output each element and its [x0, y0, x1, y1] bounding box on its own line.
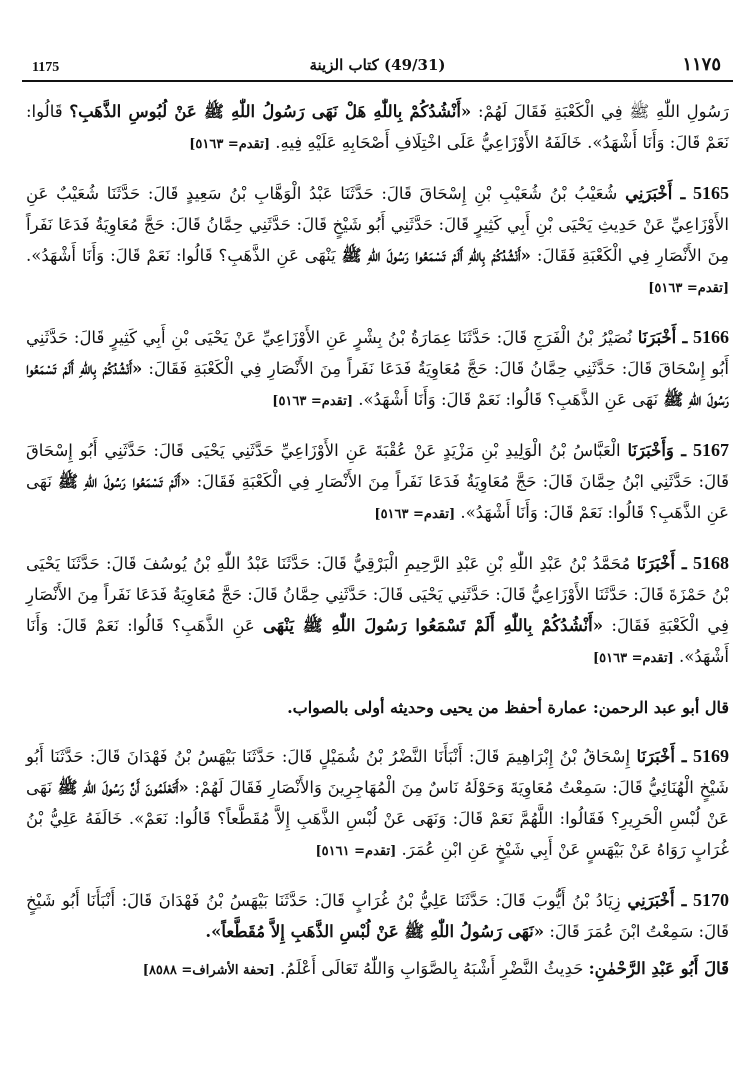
cross-reference: [تحفة الأشراف= ٨٥٨٨] [142, 963, 275, 978]
commentary-note [26, 692, 729, 723]
hadith-quote: «أَنْشُدُكُمْ بِاللّٰهِ أَلَمْ تَسْمَعُوا رَسُولَ اللّٰهِ ﷺ يَنْهَى [263, 616, 604, 635]
hadith-number: 5165 [693, 183, 729, 203]
para-text: رَسُولِ اللّٰهِ ﷺ فِي الْكَعْبَةِ فَقَالَ لَهُمْ: [471, 102, 729, 121]
cross-reference: [تقدم= ٥١٦٣] [189, 137, 270, 152]
hadith-number: 5166 [693, 327, 729, 347]
running-title: (49/31) كتاب الزينة [309, 56, 446, 74]
hadith-5166 [26, 322, 729, 417]
cross-reference: [تقدم= ٥١٦٣] [272, 394, 354, 409]
hadith-quote: «أَنْشُدُكُمْ بِاللّٰهِ هَلْ نَهَى رَسُولُ اللّٰهِ ﷺ عَنْ لُبُوسِ الذَّهَبِ؟ [69, 102, 472, 121]
hadith-quote: «أَتَعْلَمُونَ أَنَّ رَسُولَ اللّٰهِ ﷺ [57, 778, 189, 797]
para-tail: قَالُوا: نَعَمْ قَالَ: وَأَنَا أَشْهَدُ». خَالَفَهُ الأَوْزَاعِيُّ عَلَى اخْتِلَافِ أَصْحَابِهِ عَلَيْهِ فِيهِ. [26, 102, 729, 152]
hadith-quote: «نَهَى رَسُولُ اللّٰهِ ﷺ عَنْ لُبْسِ الذَّهَبِ إِلاَّ مُقَطَّعاً». [205, 922, 545, 941]
commentary-lead: قال أبو عبد الرحمن: [592, 698, 729, 717]
para-tail: عَنِ الذَّهَبِ؟ قَالُوا: نَعَمْ قَالَ: وَأَنَا أَشْهَدُ». [26, 616, 729, 666]
hadith-quote: «أَنْشُدُكُمْ بِاللّٰهِ أَلَمْ تَسْمَعُوا رَسُولَ اللّٰهِ ﷺ [26, 359, 729, 409]
cross-reference: [تقدم= ٥١٦١] [315, 844, 397, 859]
hadith-5170 [26, 885, 729, 947]
hadith-5165 [26, 178, 729, 304]
para-tail: نَهَى عَنْ لُبْسِ الْحَرِيرِ؟ فَقَالُوا: اللَّهُمَّ نَعَمْ قَالَ: وَنَهَى عَنْ لُبْسِ الذَّهَبِ إِلاَّ مُقَطَّعاً؟ قَالُوا: نَعَمْ». خَالَفَهُ عَلِيُّ بْنُ غُرَابٍ رَوَاهُ عَنْ بَيْهَسٍ عَنْ أَبِي شَيْخٍ عَنِ ابْنِ عُمَرَ. [26, 778, 729, 859]
hadith-5168 [26, 548, 729, 674]
commentary-text: عمارة أحفظ من يحيى وحديثه أولى بالصواب. [287, 698, 593, 717]
hadith-number: 5167 [692, 440, 729, 460]
hadith-quote: «أَنْشُدُكُمْ بِاللّٰهِ أَلَمْ تَسْمَعُوا رَسُولَ اللّٰهِ ﷺ [341, 246, 531, 265]
narration-lead: ـ أَخْبَرَنَا [636, 747, 687, 766]
narration-lead: ـ أَخْبَرَنِي [625, 184, 686, 203]
closing-note [26, 953, 729, 986]
para-tail: يَنْهَى عَنِ الذَّهَبِ؟ قَالُوا: نَعَمْ قَالَ: وَأَنَا أَشْهَدُ». [26, 246, 342, 265]
paragraph-continuation [26, 96, 729, 160]
narration-lead: ـ أَخْبَرَنِي [627, 891, 687, 910]
commentary-lead: قَالَ أَبُو عَبْدِ الرَّحْمٰنِ: [588, 959, 729, 978]
para-text: مُحَمَّدُ بْنُ عَبْدِ اللّٰهِ بْنِ عَبْدِ الرَّحِيمِ الْبَرْقِيُّ قَالَ: حَدَّثَنَا عَبْدُ اللّٰهِ بْنُ يُوسُفَ قَالَ: حَدَّثَنَا يَحْيَى بْنُ حَمْزَةَ قَالَ: حَدَّثَنَا الأَوْزَاعِيُّ قَالَ: حَدَّثَنِي يَحْيَى قَالَ: حَدَّثَنِي حِمَّانُ قَالَ: حَجَّ مُعَاوِيَةُ فَدَعَا نَفَراً مِنَ الأَنْصَارِ فِي الْكَعْبَةِ فَقَالَ: [26, 554, 729, 635]
para-text: شُعَيْبُ بْنُ شُعَيْبِ بْنِ إِسْحَاقَ قَالَ: حَدَّثَنَا عَبْدُ الْوَهَّابِ بْنُ سَعِيدٍ قَالَ: حَدَّثَنَا شُعَيْبٌ عَنِ الأَوْزَاعِيِّ عَنْ حَدِيثِ يَحْيَى بْنِ أَبِي كَثِيرٍ قَالَ: حَدَّثَنِي أَبُو شَيْخٍ قَالَ: حَدَّثَنِي حِمَّانُ قَالَ: حَجَّ مُعَاوِيَةُ فَدَعَا نَفَراً مِنَ الأَنْصَارِ فِي الْكَعْبَةِ فَقَالَ: [26, 184, 729, 265]
page-number-latin: 1175 [32, 60, 60, 75]
narration-lead: ـ وَأَخْبَرَنَا [627, 441, 687, 460]
page-header [22, 44, 733, 82]
para-tail: نَهَى عَنِ الذَّهَبِ؟ قَالُوا: نَعَمْ قَالَ: وَأَنَا أَشْهَدُ». [26, 472, 729, 522]
para-text: إِسْحَاقُ بْنُ إِبْرَاهِيمَ قَالَ: أَنْبَأَنَا النَّضْرُ بْنُ شُمَيْلٍ قَالَ: حَدَّثَنَا بَيْهَسُ بْنُ فَهْدَانَ قَالَ: حَدَّثَنَا أَبُو شَيْخٍ الْهُنَائِيُّ قَالَ: سَمِعْتُ مُعَاوِيَةَ وَحَوْلَهُ نَاسٌ مِنَ الْمُهَاجِرِينَ وَالأَنْصَارِ فَقَالَ لَهُمْ: [26, 747, 729, 797]
cross-reference: [تقدم= ٥١٦٣] [374, 507, 456, 522]
hadith-number: 5169 [693, 746, 729, 766]
page-number-arabic: ١١٧٥ [682, 54, 721, 75]
hadith-5169 [26, 741, 729, 867]
para-tail: نَهَى عَنِ الذَّهَبِ؟ قَالُوا: نَعَمْ قَالَ: وَأَنَا أَشْهَدُ». [353, 390, 664, 409]
hadith-quote: «أَلَمْ تَسْمَعُوا رَسُولَ اللّٰهِ ﷺ [58, 472, 191, 491]
commentary-text: حَدِيثُ النَّضْرِ أَشْبَهُ بِالصَّوَابِ وَاللّٰهُ تَعَالَى أَعْلَمُ. [274, 959, 589, 978]
para-text: زِيَادُ بْنُ أَيُّوبَ قَالَ: حَدَّثَنَا عَلِيُّ بْنُ غُرَابٍ قَالَ: حَدَّثَنَا بَيْهَسُ بْنُ فَهْدَانَ قَالَ: أَنْبَأَنَا أَبُو شَيْخٍ قَالَ: سَمِعْتُ ابْنَ عُمَرَ قَالَ: [26, 891, 729, 941]
cross-reference: [تقدم= ٥١٦٣] [593, 651, 674, 666]
cross-reference: [تقدم= ٥١٦٣] [648, 281, 729, 296]
narration-lead: ـ أَخْبَرَنَا [637, 328, 688, 347]
hadith-number: 5170 [693, 890, 730, 910]
page-body [26, 96, 729, 1004]
para-text: الْعَبَّاسُ بْنُ الْوَلِيدِ بْنِ مَزْيَدٍ عَنْ عُقْبَةَ عَنِ الأَوْزَاعِيِّ حَدَّثَنِي يَحْيَى قَالَ: حَدَّثَنِي أَبُو إِسْحَاقَ قَالَ: حَدَّثَنِي ابْنُ حِمَّانَ قَالَ: حَجَّ مُعَاوِيَةُ فَدَعَا نَفَراً مِنَ الأَنْصَارِ فِي الْكَعْبَةِ فَقَالَ: [26, 441, 730, 491]
hadith-5167 [26, 435, 729, 530]
para-text: نُصَيْرُ بْنُ الْفَرَجِ قَالَ: حَدَّثَنَا عِمَارَةُ بْنُ بِشْرٍ عَنِ الأَوْزَاعِيِّ عَنْ يَحْيَى بْنِ أَبِي كَثِيرٍ قَالَ: حَدَّثَنِي أَبُو إِسْحَاقَ قَالَ: حَدَّثَنِي حِمَّانُ قَالَ: حَجَّ مُعَاوِيَةُ فَدَعَا نَفَراً مِنَ الأَنْصَارِ فِي الْكَعْبَةِ فَقَالَ: [26, 328, 730, 378]
hadith-number: 5168 [693, 553, 730, 573]
narration-lead: ـ أَخْبَرَنَا [636, 554, 687, 573]
